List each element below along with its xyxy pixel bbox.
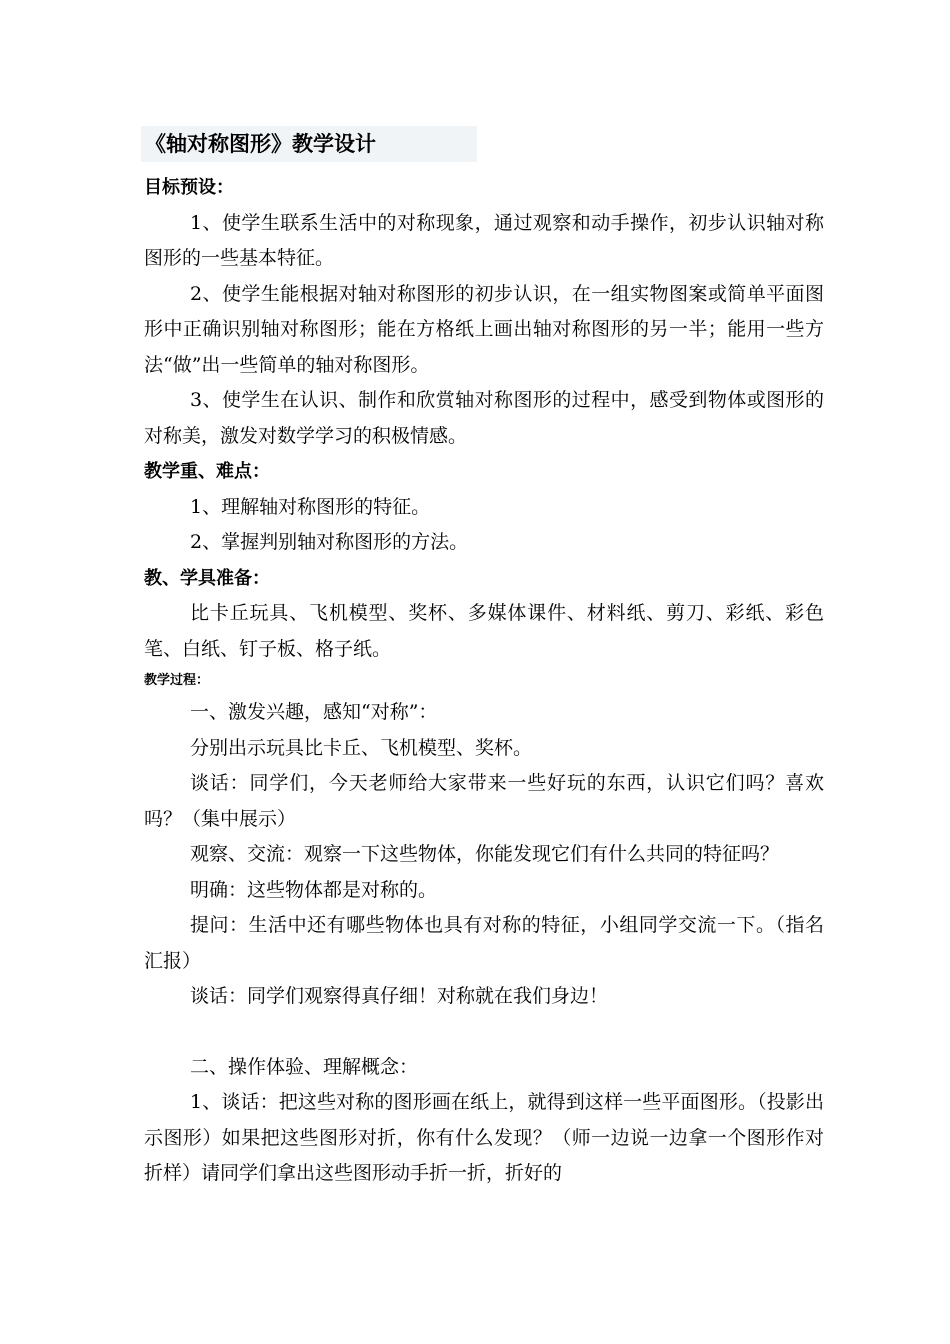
- document-title: 《轴对称图形》教学设计: [141, 126, 477, 162]
- goal-item: 2、使学生能根据对轴对称图形的初步认识，在一组实物图案或简单平面图形中正确识别轴对称图形；能在方格纸上画出轴对称图形的另一半；能用一些方法“做”出一些简单的轴对称图形。: [144, 282, 824, 376]
- goal-item: 1、使学生联系生活中的对称现象，通过观察和动手操作，初步认识轴对称图形的一些基本特征。: [144, 211, 824, 269]
- goals-heading: 目标预设：: [144, 177, 234, 198]
- section1-paragraph: 谈话：同学们，今天老师给大家带来一些好玩的东西，认识它们吗？喜欢吗？（集中展示）: [144, 772, 824, 830]
- section1-paragraph: 明确：这些物体都是对称的。: [190, 878, 438, 901]
- materials-text: 比卡丘玩具、飞机模型、奖杯、多媒体课件、材料纸、剪刀、彩纸、彩色笔、白纸、钉子板、格子纸。: [144, 602, 824, 660]
- section2-paragraph: 1、谈话：把这些对称的图形画在纸上，就得到这样一些平面图形。（投影出示图形）如果把这些图形对折，你有什么发现？（师一边说一边拿一个图形作对折样）请同学们拿出这些图形动手折一折，折好的: [144, 1091, 824, 1184]
- section1-paragraph: 提问：生活中还有哪些物体也具有对称的特征，小组同学交流一下。（指名汇报）: [144, 914, 824, 972]
- goal-item: 3、使学生在认识、制作和欣赏轴对称图形的过程中，感受到物体或图形的对称美，激发对数学学习的积极情感。: [144, 389, 824, 447]
- key-point-item: 1、理解轴对称图形的特征。: [190, 495, 431, 518]
- section1-paragraph: 分别出示玩具比卡丘、飞机模型、奖杯。: [190, 736, 533, 759]
- blank-line: [144, 1015, 824, 1050]
- section1-paragraph: 观察、交流：观察一下这些物体，你能发现它们有什么共同的特征吗？: [190, 843, 780, 865]
- document-body: [144, 170, 824, 1192]
- key-points-heading: 教学重、难点：: [144, 461, 270, 482]
- section1-title: 一、激发兴趣，感知“对称”：: [190, 701, 438, 723]
- section1-paragraph: 谈话：同学们观察得真仔细！对称就在我们身边！: [190, 985, 609, 1007]
- materials-heading: 教、学具准备：: [144, 567, 270, 589]
- key-point-item: 2、掌握判别轴对称图形的方法。: [190, 531, 469, 553]
- process-heading: 教学过程：: [144, 673, 210, 688]
- section2-title: 二、操作体验、理解概念：: [190, 1055, 419, 1078]
